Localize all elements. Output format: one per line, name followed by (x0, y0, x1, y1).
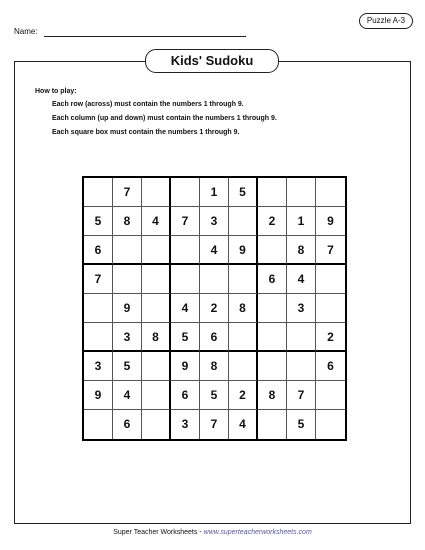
sudoku-cell: 5 (171, 323, 200, 352)
sudoku-cell (229, 323, 258, 352)
sudoku-cell (113, 265, 142, 294)
sudoku-cell: 9 (316, 207, 345, 236)
sudoku-cell: 8 (229, 294, 258, 323)
rule-columns: Each column (up and down) must contain the numbers 1 through 9. (52, 115, 277, 122)
sudoku-cell (84, 294, 113, 323)
sudoku-cell: 7 (287, 381, 316, 410)
sudoku-cell: 2 (200, 294, 229, 323)
sudoku-cell: 7 (171, 207, 200, 236)
sudoku-cell: 6 (316, 352, 345, 381)
sudoku-cell: 7 (316, 236, 345, 265)
sudoku-cell: 7 (84, 265, 113, 294)
page-title: Kids' Sudoku (145, 49, 279, 73)
sudoku-cell (171, 236, 200, 265)
sudoku-cell: 2 (316, 323, 345, 352)
sudoku-cell: 9 (229, 236, 258, 265)
sudoku-cell (287, 352, 316, 381)
footer-url: www.superteacherworksheets.com (203, 529, 312, 536)
sudoku-cell: 2 (258, 207, 287, 236)
sudoku-cell: 4 (200, 236, 229, 265)
footer-separator: - (197, 529, 204, 536)
sudoku-cell (287, 323, 316, 352)
sudoku-cell: 3 (200, 207, 229, 236)
sudoku-cell: 5 (200, 381, 229, 410)
footer (0, 529, 425, 536)
sudoku-cell (171, 265, 200, 294)
sudoku-cell (142, 352, 171, 381)
sudoku-cell: 9 (84, 381, 113, 410)
sudoku-cell: 5 (287, 410, 316, 439)
sudoku-cell: 5 (113, 352, 142, 381)
sudoku-cell (84, 178, 113, 207)
sudoku-cell: 4 (113, 381, 142, 410)
rule-boxes: Each square box must contain the numbers 1 through 9. (52, 129, 240, 136)
instructions-heading: How to play: (35, 88, 77, 95)
sudoku-cell (113, 236, 142, 265)
sudoku-cell (258, 236, 287, 265)
sudoku-cell (258, 178, 287, 207)
sudoku-cell (142, 265, 171, 294)
sudoku-cell: 7 (113, 178, 142, 207)
sudoku-cell (258, 294, 287, 323)
name-label: Name: (14, 27, 38, 36)
sudoku-cell: 6 (258, 265, 287, 294)
sudoku-cell: 5 (229, 178, 258, 207)
sudoku-grid (82, 176, 347, 441)
sudoku-cell: 8 (200, 352, 229, 381)
sudoku-cell: 8 (142, 323, 171, 352)
sudoku-cell: 3 (287, 294, 316, 323)
sudoku-cell (171, 178, 200, 207)
sudoku-cell: 4 (142, 207, 171, 236)
footer-brand: Super Teacher Worksheets (113, 529, 198, 536)
rule-rows: Each row (across) must contain the numbers 1 through 9. (52, 101, 244, 108)
sudoku-cell (316, 265, 345, 294)
sudoku-cell (229, 352, 258, 381)
sudoku-cell (200, 265, 229, 294)
name-line (44, 36, 246, 37)
sudoku-cell (229, 207, 258, 236)
sudoku-cell: 8 (287, 236, 316, 265)
sudoku-cell (258, 352, 287, 381)
sudoku-cell: 4 (287, 265, 316, 294)
sudoku-cell: 9 (171, 352, 200, 381)
sudoku-cell (142, 381, 171, 410)
sudoku-cell: 6 (200, 323, 229, 352)
sudoku-cell: 3 (84, 352, 113, 381)
sudoku-cell: 3 (113, 323, 142, 352)
sudoku-cell (84, 323, 113, 352)
sudoku-cell (316, 178, 345, 207)
sudoku-cell: 1 (287, 207, 316, 236)
sudoku-cell: 7 (200, 410, 229, 439)
sudoku-cell (258, 323, 287, 352)
sudoku-cell (316, 381, 345, 410)
sudoku-cell: 4 (229, 410, 258, 439)
sudoku-cell: 5 (84, 207, 113, 236)
sudoku-cell (142, 178, 171, 207)
sudoku-cell (142, 236, 171, 265)
sudoku-cell: 6 (113, 410, 142, 439)
sudoku-cell (84, 410, 113, 439)
sudoku-cell: 9 (113, 294, 142, 323)
sudoku-cell (316, 294, 345, 323)
sudoku-cell (258, 410, 287, 439)
sudoku-cell: 2 (229, 381, 258, 410)
sudoku-cell: 8 (258, 381, 287, 410)
sudoku-cell (316, 410, 345, 439)
puzzle-id-badge: Puzzle A-3 (359, 13, 413, 29)
sudoku-cell (142, 410, 171, 439)
sudoku-cell: 4 (171, 294, 200, 323)
sudoku-cell: 8 (113, 207, 142, 236)
sudoku-cell (229, 265, 258, 294)
sudoku-cell: 6 (171, 381, 200, 410)
sudoku-cell: 3 (171, 410, 200, 439)
sudoku-cell (142, 294, 171, 323)
sudoku-cell: 1 (200, 178, 229, 207)
sudoku-cell: 6 (84, 236, 113, 265)
sudoku-cell (287, 178, 316, 207)
